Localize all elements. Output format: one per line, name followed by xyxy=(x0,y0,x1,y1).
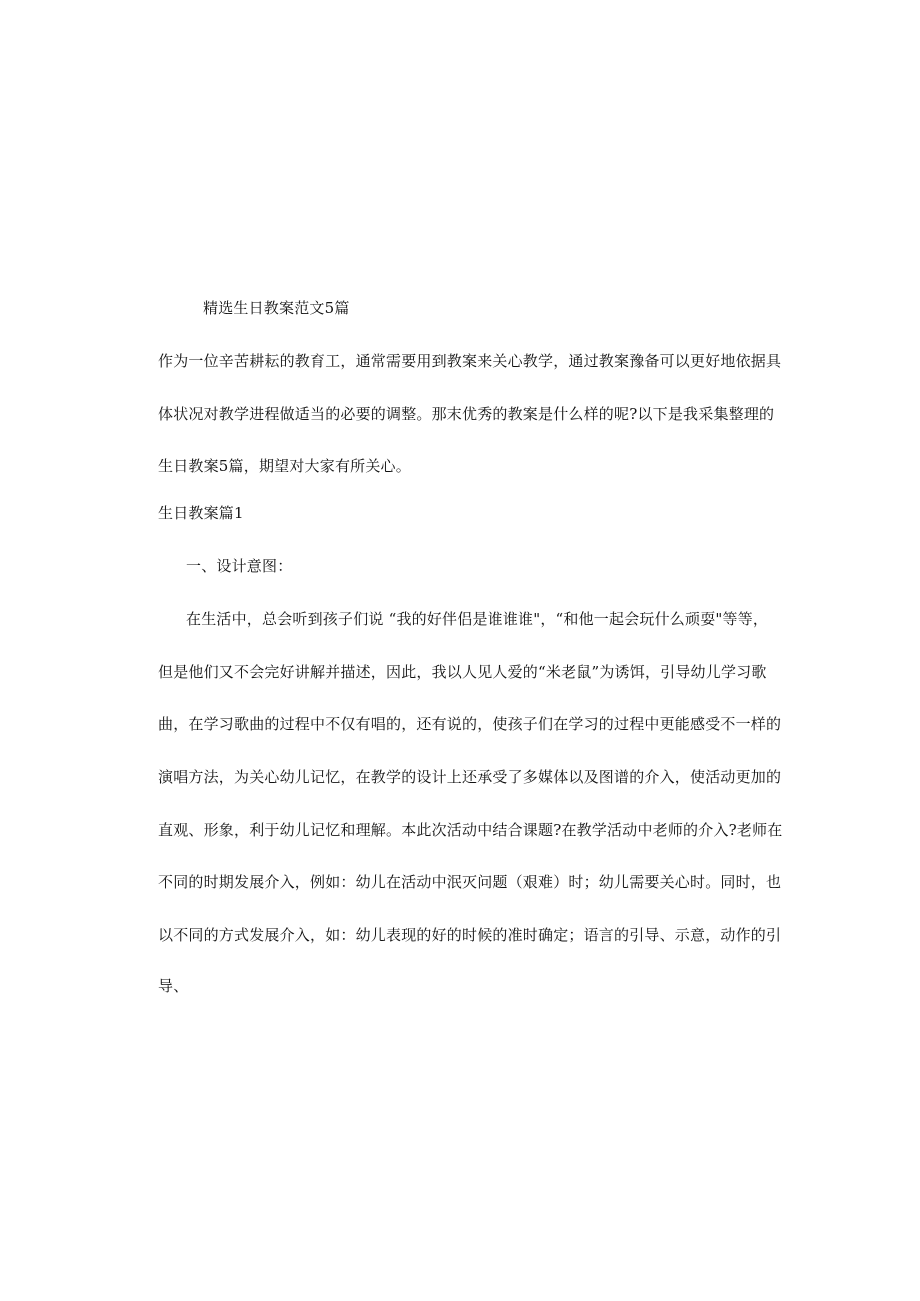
intro-line: 体状况对教学进程做适当的必要的调整。那末优秀的教案是什么样的呢?以下是我采集整理的 xyxy=(158,405,775,423)
body-line: 导、 xyxy=(158,977,189,995)
section-heading: 生日教案篇1 xyxy=(158,504,244,522)
document-title: 精选生日教案范文5篇 xyxy=(203,299,350,317)
body-line: 在生活中，总会听到孩子们说 “我的好伴侣是谁谁谁"，“和他一起会玩什么顽耍"等等， xyxy=(186,610,769,628)
body-line: 不同的时期发展介入，例如：幼儿在活动中泯灭问题（艰难）时；幼儿需要关心时。同时，也 xyxy=(158,873,782,891)
body-line: 演唱方法，为关心幼儿记忆，在教学的设计上还承受了多媒体以及图谱的介入，使活动更加的 xyxy=(158,768,782,786)
intro-line: 作为一位辛苦耕耘的教育工，通常需要用到教案来关心教学，通过教案豫备可以更好地依据具 xyxy=(158,352,782,370)
body-line: 但是他们又不会完好讲解并描述，因此，我以人见人爱的“米老鼠”为诱饵，引导幼儿学习歌 xyxy=(158,663,767,681)
body-line: 以不同的方式发展介入，如：幼儿表现的好的时候的准时确定；语言的引导、示意，动作的引 xyxy=(158,926,782,944)
body-line: 直观、形象，利于幼儿记忆和理解。本此次活动中结合课题?在教学活动中老师的介入?老师在 xyxy=(158,821,783,839)
subheading: 一、设计意图： xyxy=(186,557,293,575)
intro-line: 生日教案5篇，期望对大家有所关心。 xyxy=(158,457,411,475)
body-line: 曲，在学习歌曲的过程中不仅有唱的，还有说的，使孩子们在学习的过程中更能感受不一样的 xyxy=(158,715,782,733)
